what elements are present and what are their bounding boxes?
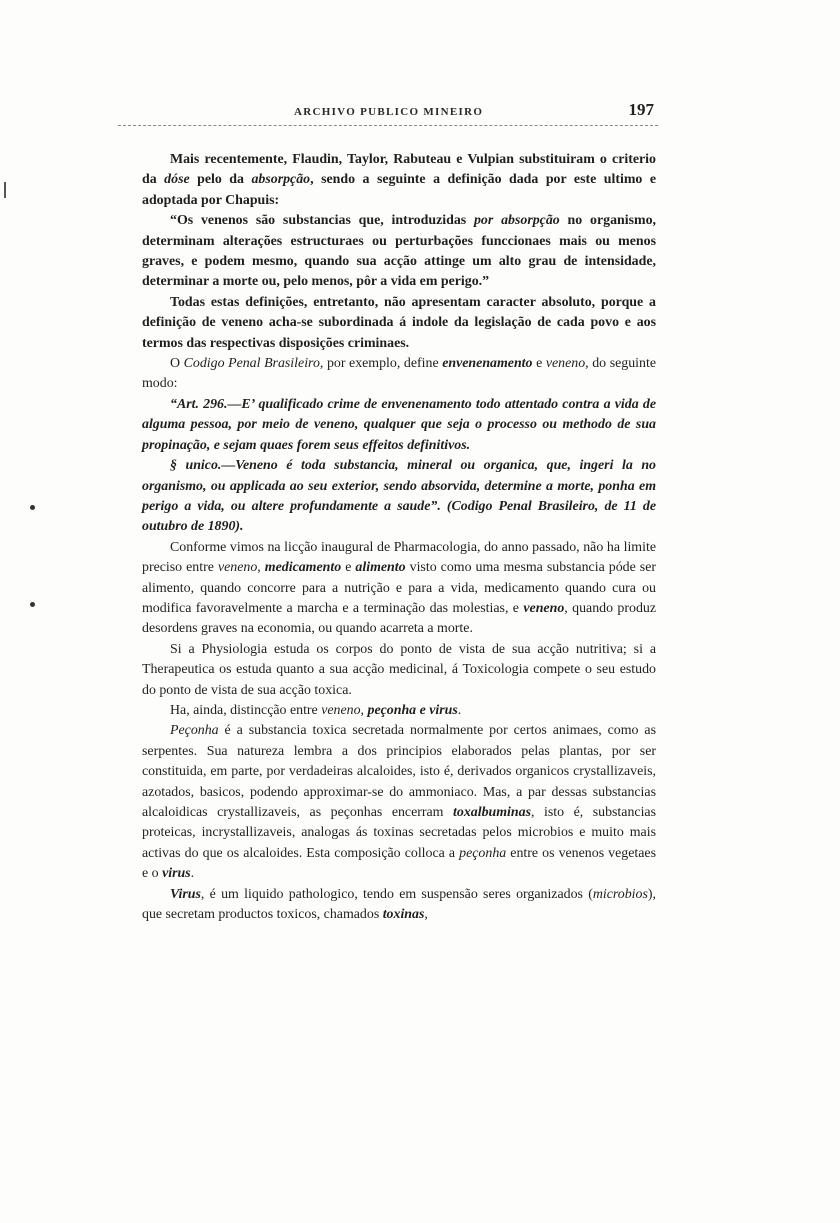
page-header [118,96,658,126]
scan-edge-mark [4,182,6,198]
text-run: Peçonha [170,723,219,739]
margin-dot [30,505,35,510]
text-run: microbios [592,886,648,902]
margin-dot [30,602,35,607]
text-run: Conforme vimos na licção inaugural de Pharmacologia, do anno passado, não ha limite preciso entre [142,539,656,576]
text-run: , [360,702,368,718]
text-run: visto como uma mesma substancia póde ser alimento, quando concorre para a nutrição e para a vida, medicamento quando cura ou modifica favoravelmente a marcha e a terminação das molestias, e [142,560,656,616]
text-run: por absorpção [473,213,560,229]
paragraph-p6 [142,456,656,538]
paragraph-p2 [142,211,656,293]
text-run: , [257,560,265,576]
text-run: “Art. 296.—E’ qualificado crime de envenenamento todo attentado contra a vida de alguma pessoa, por meio de veneno, qualquer que seja o processo ou methodo de sua propinação, e sejam quaes forem seus effeitos definitivos. [142,396,656,453]
text-run: peçonha [459,845,507,861]
text-run: Virus [170,886,201,902]
text-run: Mais recentemente, Flaudin, Taylor, Rabuteau e Vulpian substituiram o criterio da [142,152,656,188]
text-run: , é um liquido pathologico, tendo em suspensão seres organizados ( [200,886,593,902]
text-run: absorpção [251,172,311,188]
text-run: . [190,866,195,882]
text-run: virus [162,866,191,882]
paragraph-p7 [142,538,656,640]
text-run: , por exemplo, define [319,356,443,372]
body-text [142,150,656,925]
paragraph-p1 [142,150,656,211]
text-run: (Codigo Penal Brasileiro, de 11 de outubro de 1890). [142,498,656,535]
text-run: no organismo, determinam alterações estructuraes ou perturbações funccionaes mais ou menos graves, e podem mesmo, quando sua acção attinge um alto grau de intensidade, determinar a morte ou, pelo menos, pôr a vida em perigo.” [142,213,656,290]
text-run: envenenamento [442,356,533,372]
text-run: é a substancia toxica secretada normalmente por certos animaes, como as serpentes. Sua natureza lembra a dos principios elaborados pelas plantas, por ser constituida, em parte, por verdadeiras alcaloides, isto é, derivados organicos crystallizaveis, azotados, basicos, podendo approximar-se do ammoniaco. Mas, a par dessas substancias alcaloidicas crystallizaveis, as peçonhas encerram [142,723,656,820]
text-run: medicamento [264,560,342,576]
text-run: , [424,907,428,923]
running-title: ARCHIVO PUBLICO MINEIRO [294,106,484,118]
text-run: peçonha e virus [367,702,458,718]
paragraph-p3 [142,293,656,354]
text-run: , do seguinte modo: [142,356,656,392]
text-run: “Os venenos são substancias que, introduzidas [170,213,474,229]
text-run: veneno [321,702,361,718]
page-number: 197 [628,100,654,119]
text-run: , sendo a seguinte a definição dada por este ultimo e adoptada por Chapuis: [142,172,656,208]
paragraph-p4 [142,354,656,395]
text-run: alimento [355,560,406,576]
text-run: pelo da [189,172,252,188]
text-run: e [532,356,546,372]
text-run: O [170,356,184,372]
text-run: , quando produz desordens graves na economia, ou quando acarreta a morte. [142,600,657,637]
text-run: veneno [217,560,258,576]
text-run: veneno [523,600,565,616]
paragraph-p9 [142,701,656,721]
text-run: ), que secretam productos toxicos, chamados [142,886,656,923]
header-rule [118,125,658,126]
text-run: e [341,560,356,576]
text-run: , isto é, substancias proteicas, incrystallizaveis, analogas ás toxinas secretadas pelos microbios e muito mais activas do que os alcaloides. Esta composição colloca a [142,805,656,861]
paragraph-p11 [142,885,656,926]
text-run: toxalbuminas [453,805,531,820]
text-run: toxinas [382,907,425,923]
paragraph-p8 [142,640,656,701]
text-run: . [457,702,462,718]
text-run: § unico.—Veneno é toda substancia, mineral ou organica, que, ingeri la no organismo, ou applicada ao seu exterior, sendo absorvida, determine a morte, ponha em perigo a vida, ou altere profundamente a saude”. [142,458,656,514]
text-run: entre os venenos vegetaes e o [142,845,656,882]
text-run: Si a Physiologia estuda os corpos do ponto de vista de sua acção nutritiva; si a Therapeutica os estuda quanto a sua acção medicinal, á Toxicologia compete o seu estudo do ponto de vista de sua acção toxica. [142,641,656,698]
text-run: Todas estas definições, entretanto, não apresentam caracter absoluto, porque a definição de veneno acha-se subordinada á indole da legislação de cada povo e aos termos das respectivas disposições criminaes. [142,294,656,351]
paragraph-p5 [142,395,656,456]
text-run: Ha, ainda, distincção entre [170,702,322,718]
text-run: Codigo Penal Brasileiro [183,356,320,372]
text-run: dóse [164,172,190,188]
paragraph-p10 [142,721,656,884]
text-run: veneno [545,356,586,372]
